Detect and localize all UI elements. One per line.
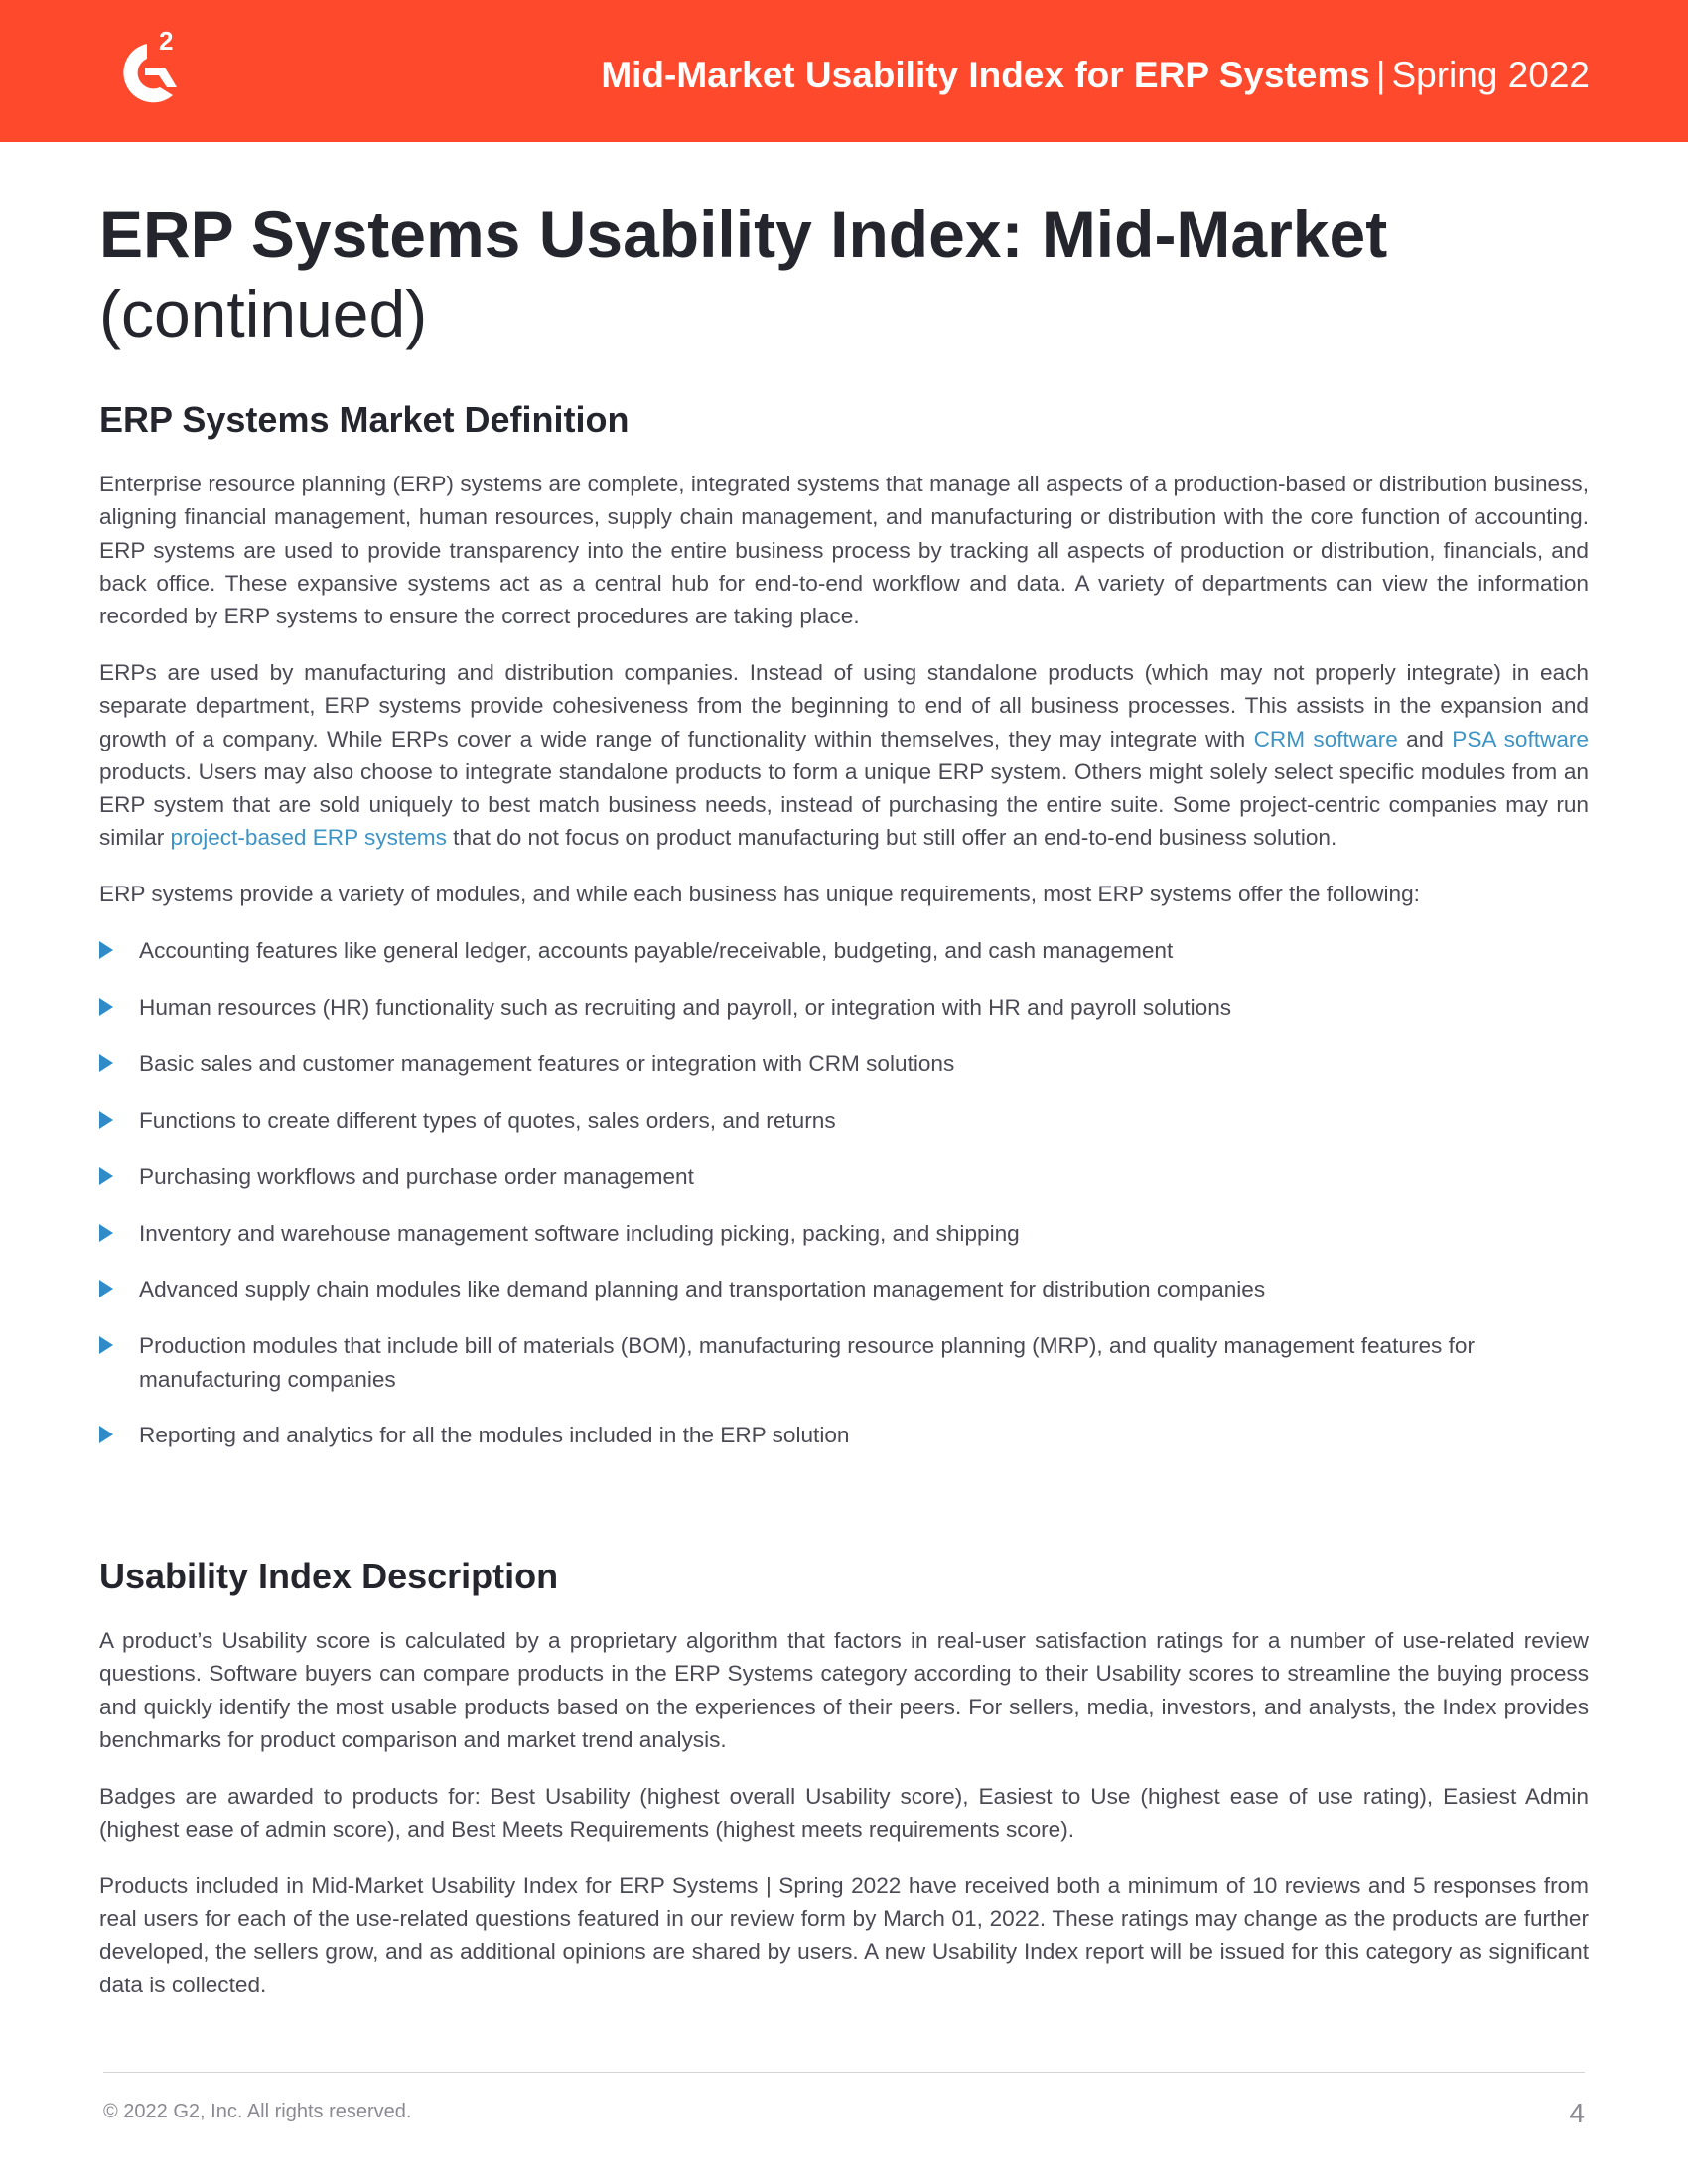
logo-superscript: 2: [159, 26, 174, 56]
list-item: [99, 991, 1589, 1024]
list-item-text: Reporting and analytics for all the modules included in the ERP solution: [139, 1423, 850, 1448]
list-item-text: Basic sales and customer management features or integration with CRM solutions: [139, 1050, 955, 1076]
list-item-text: Purchasing workflows and purchase order management: [139, 1163, 694, 1189]
page-number: 4: [1569, 2098, 1585, 2128]
header-separator: |: [1375, 55, 1386, 95]
footer-copyright: © 2022 G2, Inc. All rights reserved.: [103, 2101, 412, 2122]
report-season: Spring 2022: [1391, 55, 1590, 95]
paragraph-text: that do not focus on product manufacturing but still offer an end-to-end business solution.: [446, 825, 1337, 851]
bullet-triangle-icon: [99, 1167, 113, 1185]
list-item: [99, 1160, 1589, 1193]
bullet-triangle-icon: [99, 1224, 113, 1242]
market-definition-heading: ERP Systems Market Definition: [99, 399, 630, 440]
list-item-text: Accounting features like general ledger, accounts payable/receivable, budgeting, and cash management: [139, 938, 1174, 964]
list-item-text: Functions to create different types of quotes, sales orders, and returns: [139, 1107, 836, 1133]
list-item-text: Production modules that include bill of materials (BOM), manufacturing resource planning (MRP), and quality management features for manufacturing companies: [139, 1333, 1475, 1392]
bullet-triangle-icon: [99, 1336, 113, 1354]
usability-paragraph-2: Badges are awarded to products for: Best Usability (highest overall Usability score), Easiest to Use (highest ease of use rating), Easiest Admin (highest ease of admin score), and Best Meets Requirements (highest meets requirements score).: [99, 1783, 1589, 1842]
list-item: [99, 1329, 1589, 1396]
market-definition-paragraph-1: Enterprise resource planning (ERP) systems are complete, integrated systems that manage all aspects of a production-based or distribution business, aligning financial management, human resources, supply chain management, and manufacturing or distribution with the core function of accounting. ERP systems are used to provide transparency into the entire business process by tracking all aspects of production or distribution, financials, and back office. These expansive systems act as a central hub for end-to-end workflow and data. A variety of departments can view the information recorded by ERP systems to ensure the correct procedures are taking place.: [99, 472, 1589, 629]
report-name: Mid-Market Usability Index for ERP Systems: [601, 55, 1370, 95]
page-header: [0, 0, 1688, 142]
list-item: [99, 934, 1589, 967]
bullet-triangle-icon: [99, 998, 113, 1016]
page-title-continued: (continued): [99, 277, 428, 350]
bullet-triangle-icon: [99, 1111, 113, 1129]
list-item: [99, 1217, 1589, 1250]
psa-software-link[interactable]: PSA software: [1452, 726, 1589, 751]
module-list: [99, 934, 1589, 1452]
market-definition-section: [99, 398, 1589, 1475]
page-title: [99, 195, 1589, 353]
crm-software-link[interactable]: CRM software: [1253, 726, 1398, 751]
market-definition-paragraph-2: [99, 656, 1589, 855]
market-definition-paragraph-3: ERP systems provide a variety of modules, and while each business has unique requirements, most ERP systems offer the following:: [99, 882, 1420, 907]
bullet-triangle-icon: [99, 1426, 113, 1443]
list-item-text: Advanced supply chain modules like demand planning and transportation management for distribution companies: [139, 1277, 1266, 1302]
usability-section: [99, 1555, 1589, 2001]
list-item-text: Human resources (HR) functionality such as recruiting and payroll, or integration with HR and payroll solutions: [139, 994, 1232, 1020]
list-item: [99, 1047, 1589, 1080]
report-title: [601, 54, 1590, 97]
paragraph-text: products. Users may also choose to integrate standalone products to form a unique ERP system. Others might solely select specific modules from an ERP system that are sold uniquely to best match business needs, instead of purchasing the entire suite. Some project-centric companies may run similar: [99, 758, 1589, 851]
project-based-erp-link[interactable]: project-based ERP systems: [170, 825, 447, 851]
footer-divider: [103, 2072, 1585, 2073]
paragraph-text: and: [1397, 726, 1453, 751]
usability-paragraph-3: Products included in Mid-Market Usability Index for ERP Systems | Spring 2022 have received both a minimum of 10 reviews and 5 responses from real users for each of the use-related questions featured in our review form by March 01, 2022. These ratings may change as the products are further developed, the sellers grow, and as additional opinions are shared by users. A new Usability Index report will be issued for this category as significant data is collected.: [99, 1872, 1589, 1997]
paragraph-text: ERPs are used by manufacturing and distribution companies. Instead of using standalone products (which may not properly integrate) in each separate department, ERP systems provide cohesiveness from the beginning to end of all business processes. This assists in the expansion and growth of a company. While ERPs cover a wide range of functionality within themselves, they may integrate with: [99, 659, 1589, 751]
usability-heading: Usability Index Description: [99, 1556, 559, 1596]
usability-paragraph-1: A product’s Usability score is calculated by a proprietary algorithm that factors in real-user satisfaction ratings for a number of use-related review questions. Software buyers can compare products in the ERP Systems category according to their Usability scores to streamline the buying process and quickly identify the most usable products based on the experiences of their peers. For sellers, media, investors, and analysts, the Index provides benchmarks for product comparison and market trend analysis.: [99, 1628, 1589, 1752]
g2-logo-icon: [97, 26, 189, 117]
bullet-triangle-icon: [99, 1280, 113, 1297]
list-item: [99, 1273, 1589, 1305]
bullet-triangle-icon: [99, 941, 113, 959]
list-item: [99, 1104, 1589, 1137]
list-item: [99, 1419, 1589, 1451]
bullet-triangle-icon: [99, 1054, 113, 1072]
list-item-text: Inventory and warehouse management software including picking, packing, and shipping: [139, 1220, 1020, 1246]
page-title-main: ERP Systems Usability Index: Mid-Market: [99, 198, 1388, 271]
